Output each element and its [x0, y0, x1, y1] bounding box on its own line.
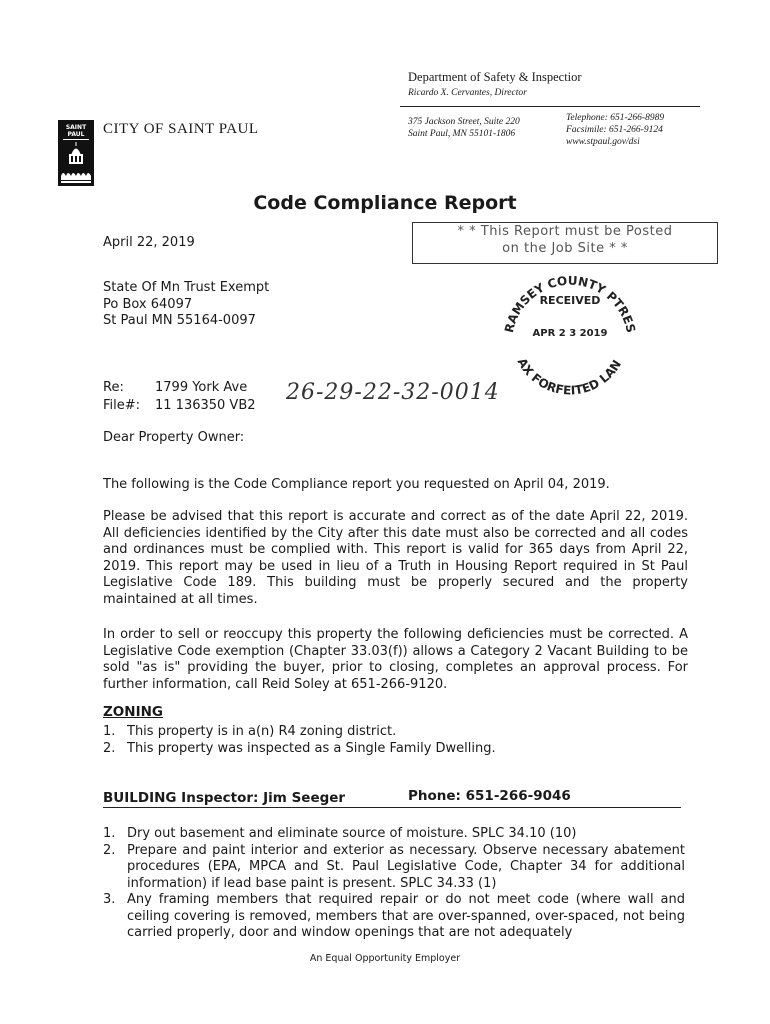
svg-text:PAUL: PAUL [67, 131, 85, 138]
website: www.stpaul.gov/dsi [566, 137, 640, 147]
posting-notice-line-2: on the Job Site * * [502, 241, 628, 256]
telephone: Telephone: 651-266-8989 [566, 113, 665, 123]
posting-notice-line-1: * * This Report must be Posted [457, 224, 673, 239]
file-number: 11 136350 VB2 [155, 398, 256, 413]
city-address [408, 116, 520, 140]
recipient-line-2: Po Box 64097 [103, 296, 193, 312]
report-title: Code Compliance Report [253, 192, 517, 214]
address-line-2: Saint Paul, MN 55101-1806 [408, 129, 516, 139]
paragraph-3: In order to sell or reoccupy this property the following deficiencies must be corrected. A Legislative Code exemption (Chapter 33.03(f)) allows a Category 2 Vacant Building to be sold "as is" providing the buyer, prior to closing, completes an approval process. For further information, call Reid Soley at 651-266-9120. [103, 627, 688, 692]
header-divider [400, 106, 700, 107]
stamp-bottom-arc: AX FORFEITED LAN [514, 355, 625, 398]
re-line [103, 380, 247, 397]
building-item: 2. Prepare and paint interior and exterior as necessary. Observe necessary abatement procedures (EPA, MPCA and St. Paul Legislative Code, Chapter 34 for additional information) if lead base paint is present. SPLC 34.33 (1) [103, 842, 685, 891]
department-name: Department of Safety & Inspectior [408, 70, 582, 84]
city-logo [58, 120, 94, 186]
zoning-item: 1. This property is in a(n) R4 zoning district. [103, 724, 397, 739]
paragraph-2: Please be advised that this report is accurate and correct as of the date April 22, 2019. All deficiencies identified by the City after this date must also be corrected and all codes and ordinances must be complied with. This report is valid for 365 days from April 22, 2019. This report may be used in lieu of a Truth in Housing Report required in St Paul Legislative Code 189. This building must be properly secured and the property maintained at all times. [103, 509, 688, 607]
city-name: CITY OF SAINT PAUL [103, 121, 259, 137]
building-list [103, 826, 685, 942]
svg-text:SAINT: SAINT [65, 124, 87, 131]
recipient-address [103, 280, 269, 330]
re-label: Re: [103, 380, 124, 395]
stamp-date: APR 2 3 2019 [532, 328, 608, 339]
zoning-heading: ZONING [103, 704, 163, 720]
footer-text: An Equal Opportunity Employer [309, 953, 461, 964]
address-line-1: 375 Jackson Street, Suite 220 [408, 117, 520, 127]
building-inspector: BUILDING Inspector: Jim Seeger [103, 790, 346, 806]
city-contact [566, 112, 664, 148]
file-line [103, 398, 256, 415]
file-label: File#: [103, 398, 141, 413]
salutation: Dear Property Owner: [103, 430, 245, 445]
building-item: 3. Any framing members that required repair or do not meet code (where wall and ceiling covering is removed, members that are over-spanned, over-spaced, not being carried properly, door and window openings that are not adequately [103, 892, 685, 940]
director-name: Ricardo X. Cervantes, Director [408, 88, 527, 98]
facsimile: Facsimile: 651-266-9124 [566, 125, 663, 135]
paragraph-1: The following is the Code Compliance report you requested on April 04, 2019. [103, 477, 610, 492]
zoning-item: 2. This property was inspected as a Single Family Dwelling. [103, 740, 496, 756]
building-divider [103, 807, 681, 808]
building-phone: Phone: 651-266-9046 [408, 788, 571, 804]
stamp-top-arc: RAMSEY COUNTY PTRES [501, 273, 639, 335]
received-stamp [495, 262, 645, 412]
property-address: 1799 York Ave [155, 380, 248, 395]
recipient-line-1: State Of Mn Trust Exempt [103, 280, 270, 295]
stamp-received: RECEIVED [539, 294, 601, 307]
recipient-line-3: St Paul MN 55164-0097 [103, 313, 256, 328]
handwritten-pin: 26-29-22-32-0014 [286, 380, 500, 405]
zoning-list [103, 724, 683, 757]
report-date: April 22, 2019 [103, 235, 195, 250]
posting-notice [412, 222, 718, 264]
building-item: 1. Dry out basement and eliminate source of moisture. SPLC 34.10 (10) [103, 826, 577, 841]
